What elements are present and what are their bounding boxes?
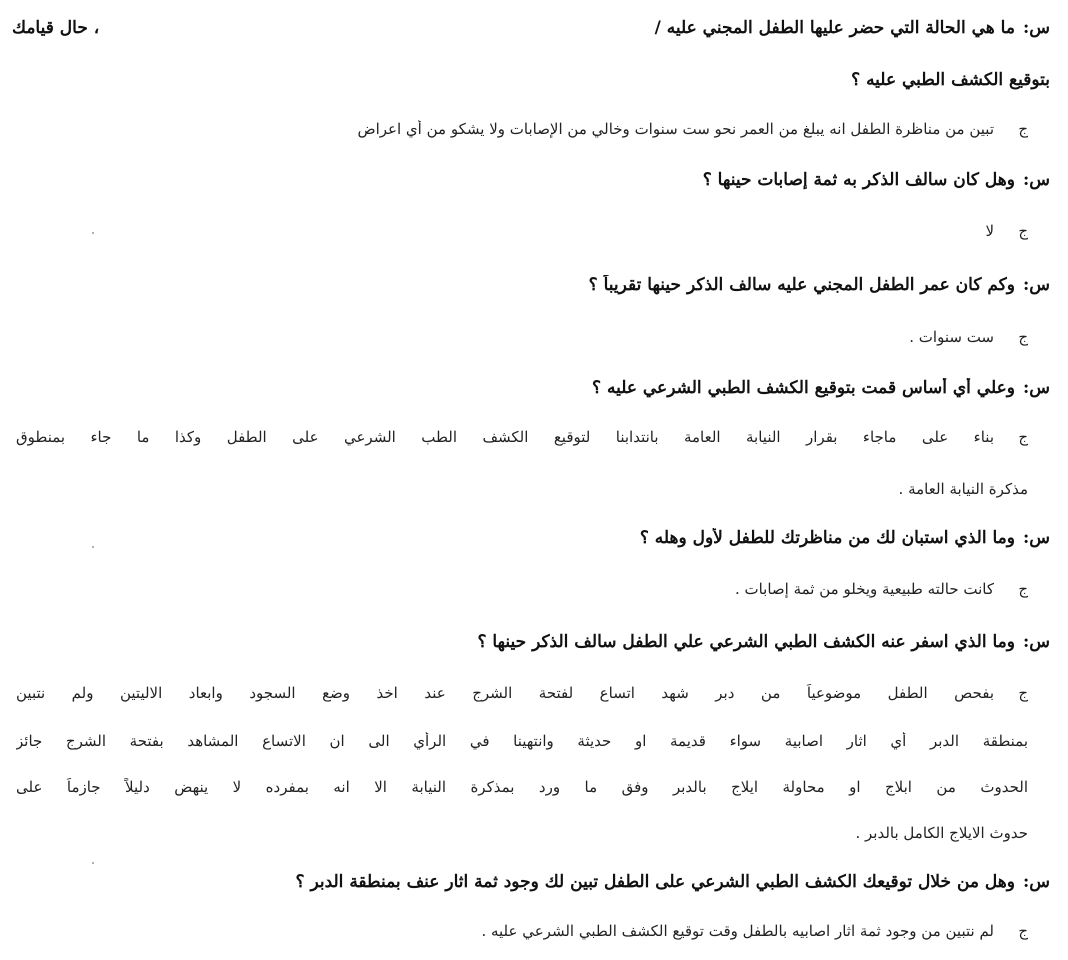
answer-line: [28, 120, 1028, 138]
answer-line: [28, 922, 1028, 940]
answer-line: [16, 684, 1028, 710]
question-line: [20, 170, 1050, 190]
answer-text: بفحص الطفل موضوعياً من دبر شهد اتساع لفتحة الشرج عند اخذ وضع السجود وابعاد الاليتين ولم نتبين: [16, 684, 994, 702]
question-marker: س:: [1022, 528, 1050, 548]
header-question-text: ما هي الحالة التي حضر عليها الطفل المجني عليه /: [654, 18, 1015, 38]
answer-marker: ج: [1018, 222, 1028, 240]
question-line: [20, 872, 1050, 892]
answer-line: [16, 428, 1028, 454]
answer-continuation-line: [16, 732, 1028, 758]
question-marker: س:: [1022, 170, 1050, 190]
question-text: وما الذي استبان لك من مناظرتك للطفل لأول وهله ؟: [639, 528, 1015, 548]
answer-text: حدوث الايلاج الكامل بالدبر .: [855, 824, 1028, 842]
answer-text: ست سنوات .: [909, 328, 994, 346]
answer-text: مذكرة النيابة العامة .: [898, 480, 1028, 498]
question-marker: س:: [1022, 378, 1050, 398]
header-question-continuation: بتوقيع الكشف الطبي عليه ؟: [851, 70, 1050, 90]
answer-marker: ج: [1018, 428, 1028, 446]
question-text: وما الذي اسفر عنه الكشف الطبي الشرعي علي الطفل سالف الذكر حينها ؟: [477, 632, 1015, 652]
answer-marker: ج: [1018, 580, 1028, 598]
answer-text: بناء على ماجاء بقرار النيابة العامة بانتدابنا لتوقيع الكشف الطب الشرعي على الطفل وكذا ما جاء بمنطوق: [16, 428, 994, 446]
answer-marker: ج: [1018, 328, 1028, 346]
header-question-line: [20, 18, 1050, 38]
question-marker: س:: [1022, 275, 1050, 295]
header-suffix: ، حال قيامك: [12, 18, 100, 38]
answer-continuation-line: [28, 480, 1028, 498]
scan-speck: [92, 862, 94, 864]
answer-marker: ج: [1018, 684, 1028, 702]
question-text: وكم كان عمر الطفل المجني عليه سالف الذكر حينها تقريباً ؟: [588, 275, 1015, 295]
answer-line: [28, 222, 1028, 240]
answer-text: الحدوث من ابلاج او محاولة ايلاج بالدبر وفق ما ورد بمذكرة النيابة الا انه بمفرده لا ينهض دليلاً جازماً على: [16, 778, 1028, 796]
answer-marker: ج: [1018, 922, 1028, 940]
question-line: [20, 528, 1050, 548]
question-text: وهل من خلال توقيعك الكشف الطبي الشرعي على الطفل تبين لك وجود ثمة اثار عنف بمنطقة الدبر ؟: [295, 872, 1015, 892]
question-line: [20, 632, 1050, 652]
answer-continuation-line: [28, 824, 1028, 842]
answer-line: [28, 580, 1028, 598]
scan-speck: [92, 232, 94, 234]
answer-text: لا: [985, 222, 994, 240]
question-text: وعلي أي أساس قمت بتوقيع الكشف الطبي الشرعي عليه ؟: [592, 378, 1015, 398]
answer-marker: ج: [1018, 120, 1028, 138]
question-line: [20, 378, 1050, 398]
question-line: [20, 275, 1050, 295]
question-marker: س:: [1022, 632, 1050, 652]
answer-text: بمنطقة الدبر أي اثار اصابية سواء قديمة او حديثة وانتهينا في الرأي الى ان الاتساع المشاهد بفتحة الشرج جائز: [16, 732, 1028, 750]
answer-text: لم نتبين من وجود ثمة اثار اصابيه بالطفل وقت توقيع الكشف الطبي الشرعي عليه .: [481, 922, 994, 940]
scan-speck: [92, 546, 94, 548]
question-text: وهل كان سالف الذكر به ثمة إصابات حينها ؟: [702, 170, 1015, 190]
answer-text: كانت حالته طبيعية ويخلو من ثمة إصابات .: [734, 580, 994, 598]
question-marker: س:: [1022, 872, 1050, 892]
answer-line: [28, 328, 1028, 346]
question-marker: س:: [1022, 18, 1050, 38]
answer-text: تبين من مناظرة الطفل انه يبلغ من العمر نحو ست سنوات وخالي من الإصابات ولا يشكو من أي اعراض: [357, 120, 994, 138]
answer-continuation-line: [16, 778, 1028, 804]
